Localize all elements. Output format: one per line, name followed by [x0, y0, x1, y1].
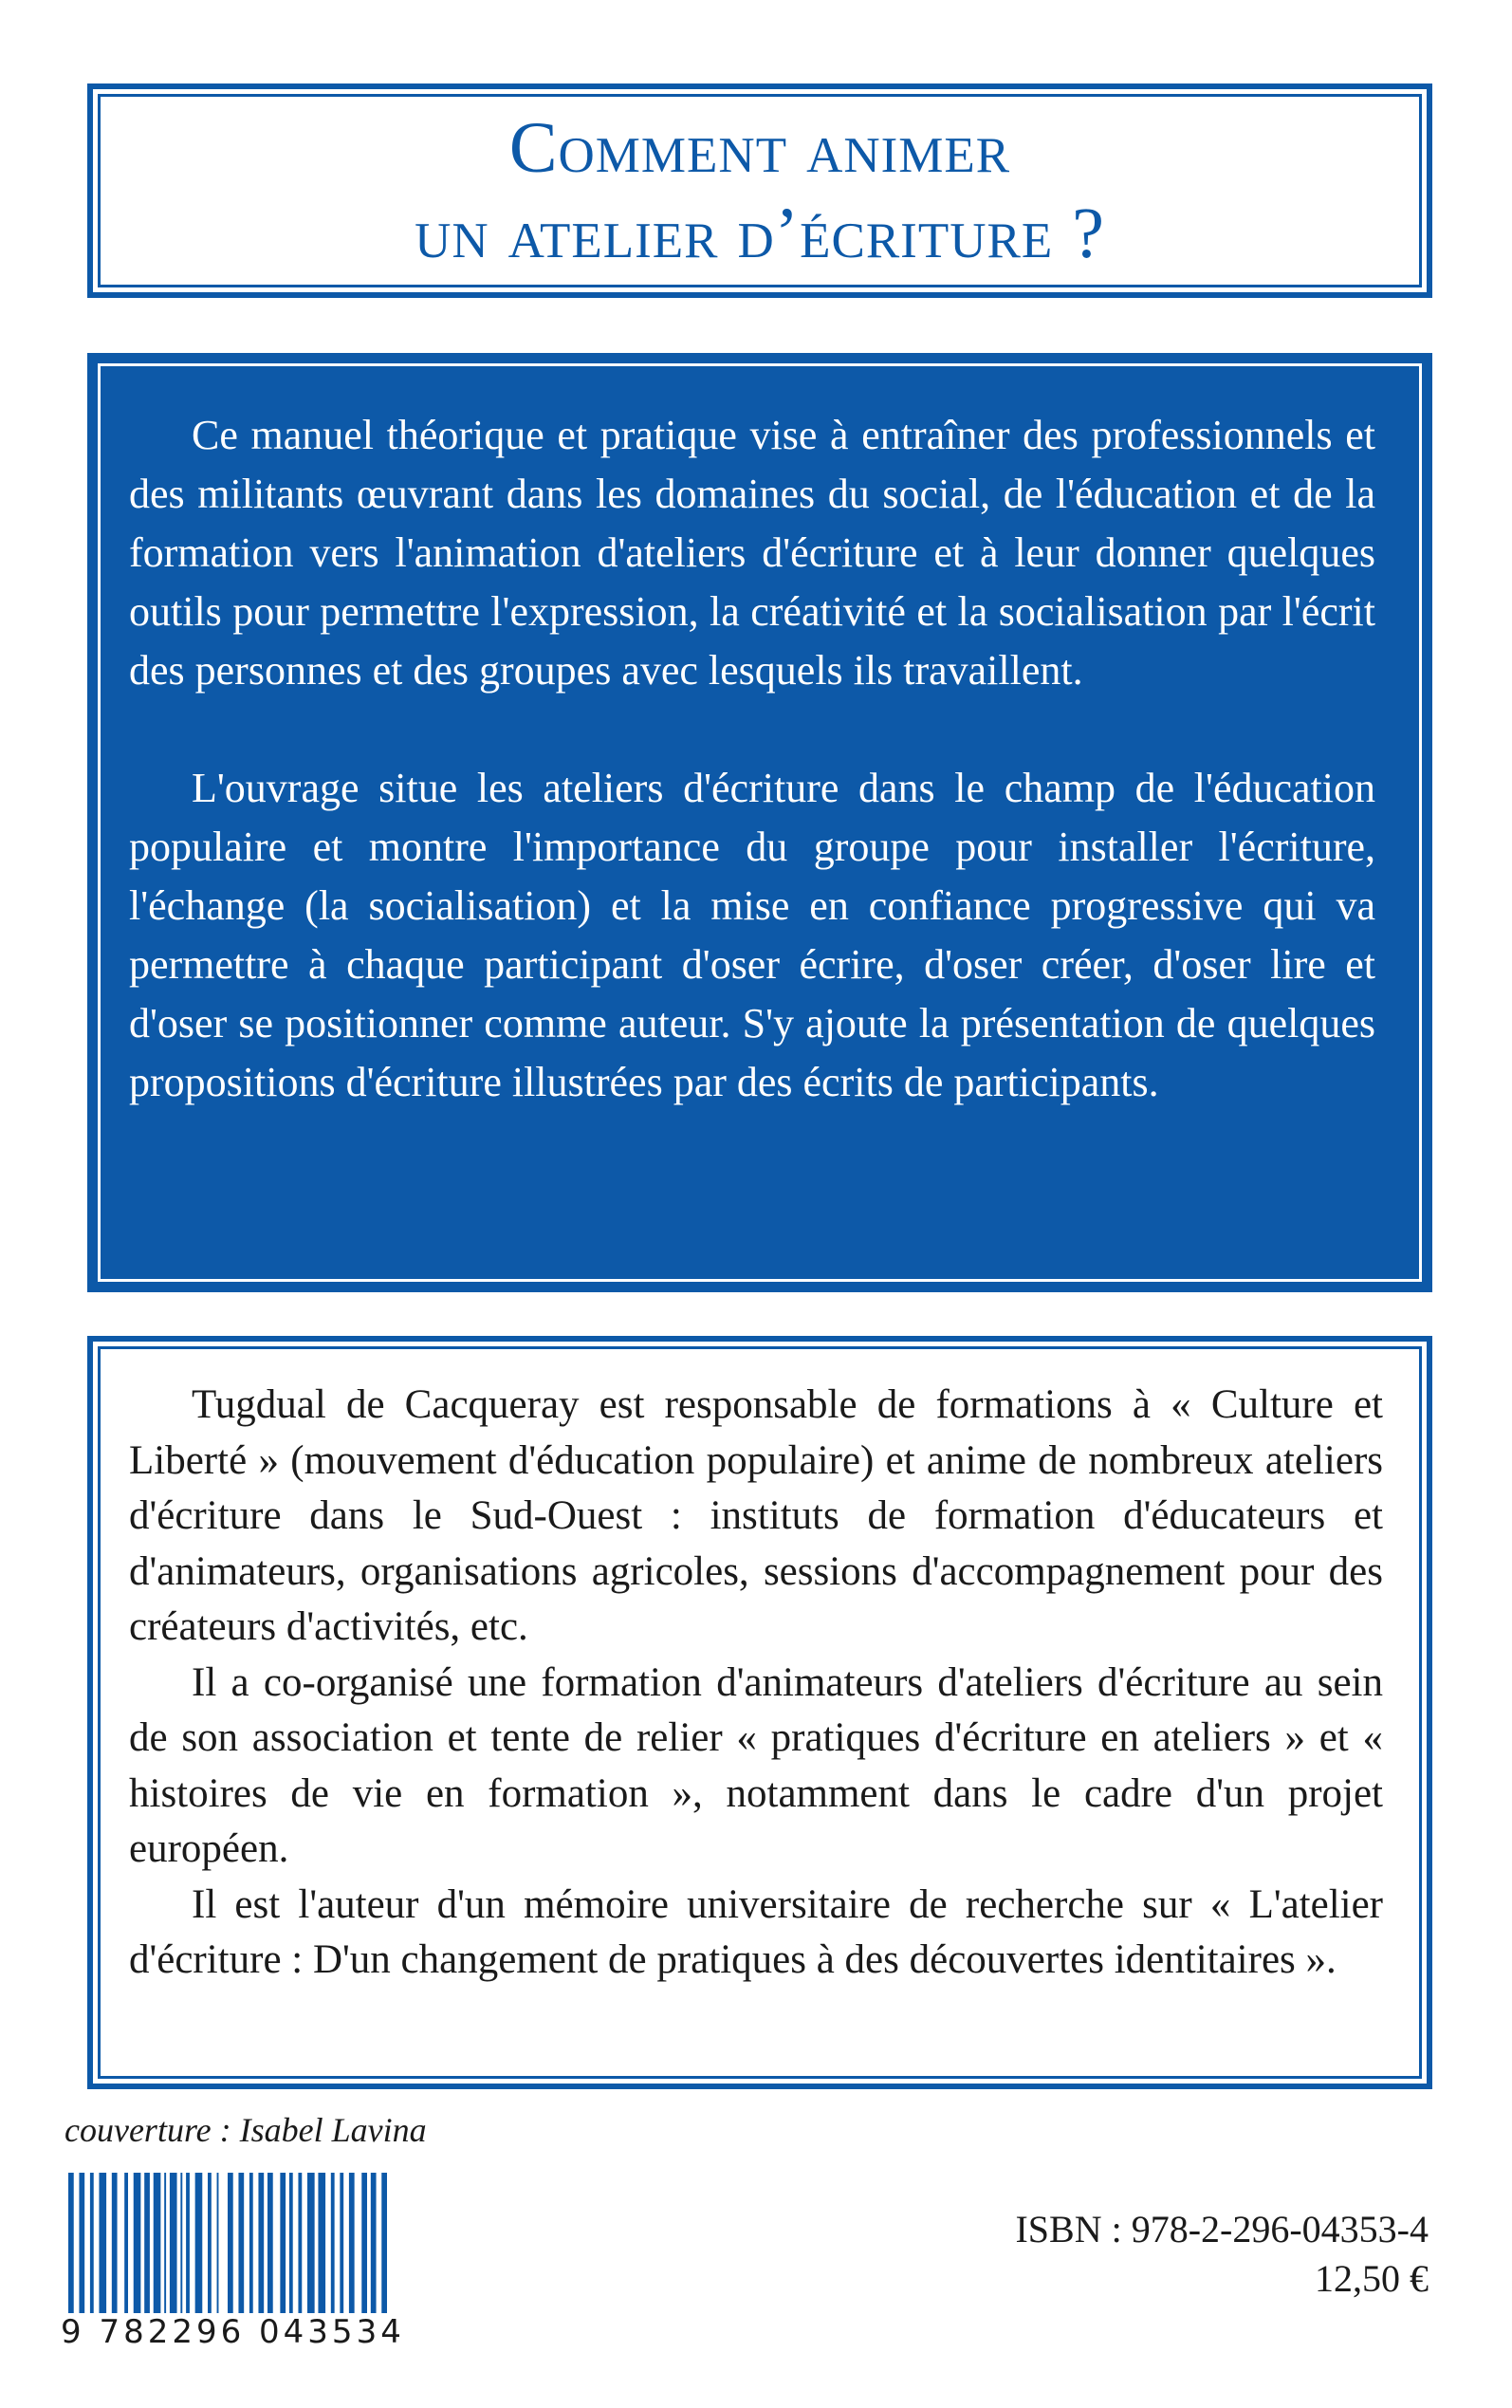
barcode-bar [318, 2173, 325, 2313]
bio-paragraph: Il a co-organisé une formation d'animateurs d'ateliers d'écriture au sein de son association et tente de relier « pratiques d'écriture en ateliers » et « histoires de vie en formation », notamment dans le cadre d'un projet européen. [129, 1659, 1383, 1871]
barcode-bar [170, 2173, 177, 2313]
barcode-bar [371, 2173, 377, 2313]
isbn: ISBN : 978-2-296-04353-4 [1015, 2208, 1429, 2251]
barcode-bar [195, 2173, 203, 2313]
synopsis-box [87, 353, 1432, 1292]
barcode-bar [208, 2173, 212, 2313]
barcode-bar [349, 2173, 355, 2313]
barcode-bar [68, 2173, 74, 2313]
title-frame [87, 83, 1432, 298]
bio-paragraph: Tugdual de Cacqueray est responsable de formations à « Culture et Liberté » (mouvement d'éducation populaire) et anime de nombreux ateliers d'écriture dans le Sud-Ouest : instituts de formation d'éducateurs et d'animateurs, organisations agricoles, sessions d'accompagnement pour des créateurs d'activités, etc. [129, 1382, 1383, 1649]
barcode-bar [154, 2173, 161, 2313]
author-bio-box [87, 1336, 1432, 2089]
barcode-bar [340, 2173, 343, 2313]
barcode-bar [258, 2173, 264, 2313]
synopsis-paragraph: Ce manuel théorique et pratique vise à entraîner des professionnels et des militants œuvrant dans les domaines du social, de l'éducation et de la formation vers l'animation d'ateliers d'écriture et à leur donner quelques outils pour permettre l'expression, la créativité et la socialisation par l'écrit des personnes et des groupes avec lesquels ils travaillent. [129, 412, 1375, 694]
cover-credit: couverture : Isabel Lavina [65, 2111, 427, 2149]
barcode-digits: 9 782296 043534 [61, 2313, 405, 2351]
synopsis-paragraph: L'ouvrage situe les ateliers d'écriture dans le champ de l'éducation populaire et montre l'importance du groupe pour installer l'écriture, l'échange (la socialisation) et la mise en confiance progressive qui va permettre à chaque participant d'oser écrire, d'oser créer, d'oser lire et d'oser se positionner comme auteur. S'y ajoute la présentation de quelques propositions d'écriture illustrées par des écrits de participants. [129, 765, 1375, 1105]
barcode-bar [112, 2173, 118, 2313]
barcode-bar [280, 2173, 286, 2313]
barcode-bar [99, 2173, 106, 2313]
bio-paragraph: Il est l'auteur d'un mémoire universitaire de recherche sur « L'atelier d'écriture : D'un changement de pratiques à des découvertes identitaires ». [129, 1881, 1383, 1982]
price: 12,50 € [1315, 2257, 1429, 2300]
barcode-bar [331, 2173, 335, 2313]
barcode-bar [164, 2173, 166, 2313]
barcode-bar [217, 2173, 219, 2313]
barcode-bar [238, 2173, 244, 2313]
title-line-2: un atelier d’écriture ? [415, 194, 1105, 273]
barcode-bar [361, 2173, 367, 2313]
barcode-bar [90, 2173, 94, 2313]
barcode-bar [249, 2173, 253, 2313]
barcode-bar [298, 2173, 302, 2313]
barcode-bar [144, 2173, 150, 2313]
barcode-bar [186, 2173, 190, 2313]
synopsis-inner [98, 363, 1422, 1282]
barcode-icon [65, 2173, 391, 2313]
barcode-bar [289, 2173, 293, 2313]
title-line-1: Comment animer [508, 108, 1011, 188]
author-bio-inner [98, 1346, 1422, 2079]
book-title [98, 94, 1422, 287]
barcode-bar [134, 2173, 141, 2313]
barcode-bar [124, 2173, 128, 2313]
barcode-bar [307, 2173, 315, 2313]
barcode-bar [228, 2173, 233, 2313]
barcode-bar [381, 2173, 387, 2313]
barcode-bar [79, 2173, 84, 2313]
barcode-bar [267, 2173, 273, 2313]
barcode-bar [180, 2173, 182, 2313]
